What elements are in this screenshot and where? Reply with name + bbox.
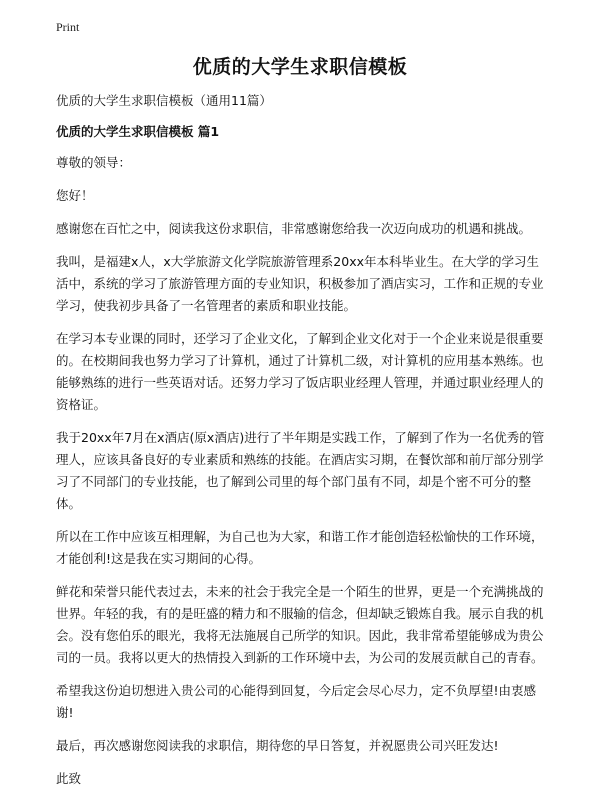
paragraph-studies: 在学习本专业课的同时，还学习了企业文化，了解到企业文化对于一个企业来说是很重要的。在校期间我也努力学习了计算机，通过了计算机二级，对计算机的应用基本熟练。也能够熟练的进行一些英语对话。还努力学习了饭店职业经理人管理，并通过职业经理人的资格证。 bbox=[56, 331, 544, 412]
paragraph-hope: 希望我这份迫切想进入贵公司的心能得到回复，今后定会尽心尽力，定不负厚望!由衷感谢! bbox=[56, 683, 537, 720]
paragraph-introduction: 我叫，是福建x人，x大学旅游文化学院旅游管理系20xx年本科毕业生。在大学的学习生活中，系统的学习了旅游管理方面的专业知识，积极参加了酒店实习，工作和正规的专业学习，使我初步具备了一名管理者的素质和职业技能。 bbox=[56, 254, 544, 313]
paragraph-internship: 我于20xx年7月在x酒店(原x酒店)进行了半年期是实践工作，了解到了作为一名优秀的管理人，应该具备良好的专业素质和熟练的技能。在酒店实习期，在餐饮部和前厅部分别学习了不同部门的专业技能，也了解到公司里的每个部门虽有不同，却是个密不可分的整体。 bbox=[56, 430, 545, 511]
paragraph-future: 鲜花和荣誉只能代表过去，未来的社会于我完全是一个陌生的世界，更是一个充满挑战的世界。年轻的我，有的是旺盛的精力和不服输的信念，但却缺乏锻炼自我。展示自我的机会。没有您伯乐的眼光，我将无法施展自己所学的知识。因此，我非常希望能够成为贵公司的一员。我将以更大的热情投入到新的工作环境中去，为公司的发展贡献自己的青春。 bbox=[56, 584, 544, 665]
greeting: 您好！ bbox=[56, 188, 94, 203]
print-label: Print bbox=[56, 20, 80, 34]
document-body bbox=[56, 90, 548, 801]
sign-off: 此致 bbox=[56, 771, 82, 786]
paragraph-thanks: 感谢您在百忙之中，阅读我这份求职信，非常感谢您给我一次迈向成功的机遇和挑战。 bbox=[56, 221, 532, 236]
document-subtitle: 优质的大学生求职信模板（通用11篇） bbox=[56, 93, 272, 108]
document-title: 优质的大学生求职信模板 bbox=[192, 56, 408, 78]
section-heading: 优质的大学生求职信模板 篇1 bbox=[56, 124, 220, 139]
salutation: 尊敬的领导： bbox=[56, 155, 132, 170]
paragraph-closing: 最后，再次感谢您阅读我的求职信，期待您的早日答复，并祝愿贵公司兴旺发达! bbox=[56, 738, 499, 753]
paragraph-teamwork: 所以在工作中应该互相理解，为自己也为大家，和谐工作才能创造轻松愉快的工作环境，才能创利!这是我在实习期间的心得。 bbox=[56, 529, 544, 566]
